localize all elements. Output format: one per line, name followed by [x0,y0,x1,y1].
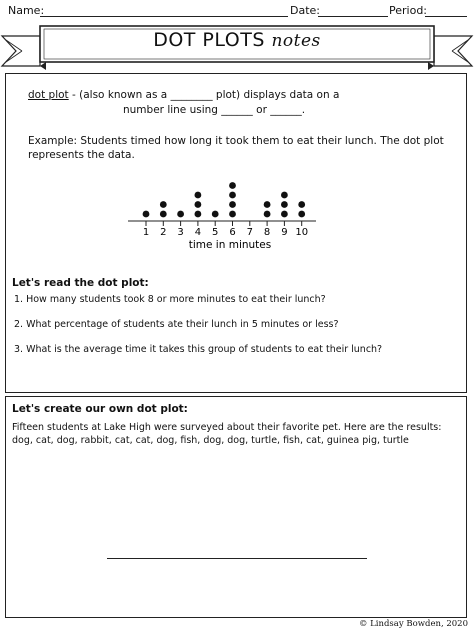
example-line-1: Example: Students timed how long it took them to eat their lunch. The dot plot [28,135,444,147]
tick-label-10: 10 [295,227,309,238]
dot-2-2 [160,201,167,208]
dot-9-2 [281,201,288,208]
question-3: 3. What is the average time it takes this group of students to eat their lunch? [14,344,383,355]
question-2: 2. What percentage of students ate their lunch in 5 minutes or less? [14,319,339,330]
dot-5-1 [212,211,219,218]
page-title [0,29,474,51]
tick-label-3: 3 [177,227,184,238]
x-axis-label: time in minutes [188,239,272,251]
survey-results: dog, cat, dog, rabbit, cat, cat, dog, fish, dog, dog, turtle, fish, cat, guinea pig, turtle [12,435,409,446]
dot-4-1 [195,211,202,218]
definition-line-2: number line using ______ or ______. [123,104,306,116]
definition-text: - (also known as a ________ plot) displays data on a [68,89,340,101]
copyright-text: © Lindsay Bowden, 2020 [358,619,468,629]
dot-4-3 [195,192,202,199]
dot-8-2 [264,201,271,208]
dot-6-1 [229,211,236,218]
title-script: notes [271,31,321,51]
survey-text: Fifteen students at Lake High were surveyed about their favorite pet. Here are the results: [12,422,442,433]
dot-plot-chart [122,168,322,254]
dot-plot-dots [143,182,306,217]
tick-label-4: 4 [194,227,202,238]
answer-number-line [107,558,367,559]
tick-labels [143,227,308,238]
dot-6-4 [229,182,236,189]
definition-line-1 [28,89,339,102]
dot-8-1 [264,211,271,218]
example-line-2: represents the data. [28,149,135,161]
dot-6-3 [229,192,236,199]
date-line [318,16,388,17]
dot-6-2 [229,201,236,208]
dot-1-1 [143,211,150,218]
tick-label-6: 6 [229,227,236,238]
tick-label-5: 5 [212,227,219,238]
read-heading: Let's read the dot plot: [12,277,149,289]
tick-label-1: 1 [142,227,150,238]
dot-4-2 [195,201,202,208]
tick-label-2: 2 [160,227,167,238]
tick-label-9: 9 [281,227,288,238]
dot-3-1 [177,211,184,218]
name-line [40,16,288,17]
question-1: 1. How many students took 8 or more minutes to eat their lunch? [14,294,326,305]
dot-2-1 [160,211,167,218]
period-label: Period: [389,4,428,17]
dot-9-1 [281,211,288,218]
name-label: Name: [8,4,45,17]
title-main: DOT PLOTS [153,29,265,51]
period-line [425,16,467,17]
tick-marks [146,221,302,226]
definition-term: dot plot [28,89,69,101]
create-heading: Let's create our own dot plot: [12,403,188,415]
tick-label-8: 8 [263,227,271,238]
dot-10-2 [298,201,305,208]
dot-10-1 [298,211,305,218]
date-label: Date: [290,4,320,17]
dot-9-3 [281,192,288,199]
tick-label-7: 7 [246,227,253,238]
